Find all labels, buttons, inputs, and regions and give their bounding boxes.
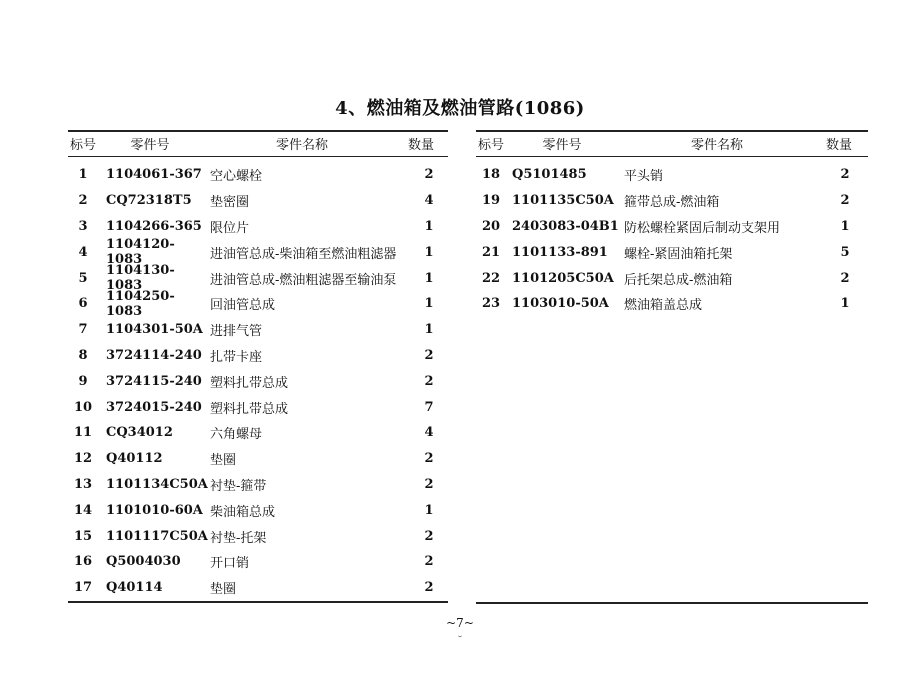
row-no: 10 [73, 399, 93, 415]
row-no: 13 [73, 476, 93, 492]
row-no: 8 [78, 347, 88, 363]
row-qty: 1 [424, 218, 434, 234]
row-no: 20 [481, 218, 501, 234]
row-qty: 2 [424, 451, 434, 467]
row-part-no: 1104061-367 [106, 167, 202, 183]
row-no: 9 [78, 373, 88, 389]
row-part-name: 扎带卡座 [210, 349, 263, 365]
row-part-no: 1101133-891 [512, 244, 608, 260]
row-part-no: 1101205C50A [512, 270, 614, 286]
row-no: 18 [481, 167, 501, 183]
header-part-name: 零件名称 [275, 137, 328, 153]
row-part-name: 塑料扎带总成 [210, 401, 289, 417]
row-part-no: 2403083-04B1 [512, 218, 619, 234]
row-part-no: 3724114-240 [106, 347, 202, 363]
row-part-name: 垫圈 [210, 453, 237, 469]
table-row [476, 291, 868, 317]
row-qty: 2 [424, 167, 434, 183]
row-part-no: 3724015-240 [106, 399, 202, 415]
header-qty: 数量 [407, 137, 434, 153]
row-part-name: 开口销 [210, 556, 250, 572]
page-title: 4、燃油箱及燃油管路(1086) [335, 98, 585, 119]
row-part-name: 进油管总成-柴油箱至燃油粗滤器 [210, 246, 397, 262]
row-part-no: 1101117C50A [106, 528, 208, 544]
table-row [68, 237, 448, 268]
row-part-no: CQ34012 [106, 425, 173, 441]
row-qty: 2 [424, 528, 434, 544]
row-qty: 2 [424, 347, 434, 363]
row-qty: 7 [424, 399, 434, 415]
row-qty: 2 [424, 476, 434, 492]
row-part-name: 塑料扎带总成 [210, 375, 289, 391]
row-qty: 1 [424, 244, 434, 260]
row-part-name: 限位片 [210, 220, 250, 236]
table-row [68, 497, 448, 523]
row-part-name: 垫圈 [210, 582, 237, 598]
row-no: 1 [78, 167, 88, 183]
row-part-no: 1104130-1083 [106, 263, 175, 294]
table-row [68, 446, 448, 472]
row-part-name: 空心螺栓 [210, 169, 263, 185]
row-no: 12 [73, 451, 93, 467]
header-part-no: 零件号 [542, 137, 582, 153]
row-qty: 1 [840, 218, 850, 234]
row-no: 4 [78, 244, 88, 260]
row-no: 14 [73, 502, 93, 518]
row-no: 17 [73, 580, 93, 596]
table-row [476, 188, 868, 214]
table-row [476, 265, 868, 291]
table-header [68, 132, 448, 154]
row-qty: 2 [424, 554, 434, 570]
table-bottom-rule [68, 601, 448, 603]
row-qty: 2 [424, 580, 434, 596]
row-part-no: Q40114 [106, 580, 163, 596]
row-qty: 1 [424, 322, 434, 338]
table-row [68, 162, 448, 188]
table-row [68, 549, 448, 575]
row-part-no: 1103010-50A [512, 296, 609, 312]
row-part-name: 燃油箱盖总成 [624, 298, 703, 314]
row-no: 15 [73, 528, 93, 544]
row-no: 16 [73, 554, 93, 570]
footer-mark: ˘ [457, 636, 463, 647]
row-part-name: 螺栓-紧固油箱托架 [624, 246, 733, 262]
row-qty: 2 [424, 373, 434, 389]
row-no: 23 [481, 296, 501, 312]
row-no: 21 [481, 244, 501, 260]
row-no: 7 [78, 322, 88, 338]
table-body [476, 157, 868, 602]
table-row [68, 368, 448, 394]
row-part-name: 柴油箱总成 [210, 504, 276, 520]
table-row [68, 343, 448, 369]
row-part-no: CQ72318T5 [106, 193, 192, 209]
row-part-no: Q5101485 [512, 167, 587, 183]
row-qty: 1 [424, 296, 434, 312]
row-part-no: 1104120-1083 [106, 237, 175, 268]
table-row [68, 188, 448, 214]
row-no: 6 [78, 296, 88, 312]
row-qty: 2 [840, 167, 850, 183]
row-qty: 2 [840, 270, 850, 286]
header-part-no: 零件号 [130, 137, 170, 153]
row-part-no: 1104266-365 [106, 218, 202, 234]
table-row [68, 523, 448, 549]
table-row [68, 317, 448, 343]
row-part-no: 3724115-240 [106, 373, 202, 389]
row-part-no: 1101010-60A [106, 502, 203, 518]
row-part-name: 六角螺母 [210, 427, 263, 443]
row-qty: 1 [424, 502, 434, 518]
row-part-name: 进排气管 [210, 324, 263, 340]
row-part-name: 防松螺栓紧固后制动支架用 [624, 220, 781, 236]
table-row [68, 214, 448, 240]
row-part-no: 1101135C50A [512, 193, 614, 209]
row-part-no: Q5004030 [106, 554, 181, 570]
row-no: 22 [481, 270, 501, 286]
table-body [68, 157, 448, 601]
table-row [476, 162, 868, 188]
row-part-no: Q40112 [106, 451, 163, 467]
row-qty: 2 [840, 193, 850, 209]
table-row [476, 239, 868, 265]
row-no: 11 [73, 425, 93, 441]
table-header [476, 132, 868, 154]
header-qty: 数量 [825, 137, 852, 153]
table-row [68, 263, 448, 294]
header-no: 标号 [69, 137, 96, 153]
row-no: 2 [78, 193, 88, 209]
row-qty: 5 [840, 244, 850, 260]
row-no: 19 [481, 193, 501, 209]
row-part-name: 后托架总成-燃油箱 [624, 272, 733, 288]
row-part-no: 1104301-50A [106, 322, 203, 338]
row-part-name: 箍带总成-燃油箱 [624, 195, 720, 211]
table-row [68, 420, 448, 446]
table-row [68, 472, 448, 498]
row-part-name: 进油管总成-燃油粗滤器至输油泵 [210, 272, 397, 288]
row-part-name: 回油管总成 [210, 298, 276, 314]
header-part-name: 零件名称 [690, 137, 743, 153]
row-no: 3 [78, 218, 88, 234]
header-no: 标号 [477, 137, 504, 153]
row-qty: 4 [424, 425, 434, 441]
table-row [68, 575, 448, 601]
row-part-no: 1101134C50A [106, 476, 208, 492]
table-row [68, 394, 448, 420]
page-number: ~7~ [446, 616, 474, 630]
row-part-name: 衬垫-托架 [210, 530, 267, 546]
row-qty: 1 [424, 270, 434, 286]
row-qty: 4 [424, 193, 434, 209]
parts-table-left [68, 130, 448, 603]
row-qty: 1 [840, 296, 850, 312]
row-part-name: 平头销 [624, 169, 664, 185]
row-part-name: 垫密圈 [210, 195, 250, 211]
table-row [476, 214, 868, 240]
table-bottom-rule [476, 602, 868, 604]
row-no: 5 [78, 270, 88, 286]
row-part-name: 衬垫-箍带 [210, 478, 267, 494]
table-row [68, 288, 448, 319]
parts-table-right [476, 130, 868, 604]
row-part-no: 1104250-1083 [106, 288, 175, 319]
